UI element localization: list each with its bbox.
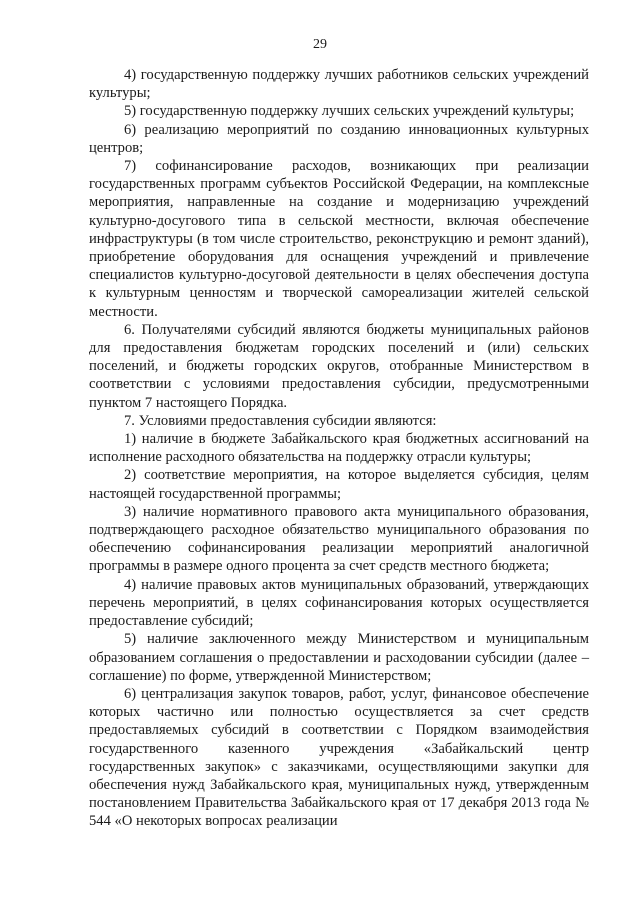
paragraph-condition-6: 6) централизация закупок товаров, работ, услуг, финансовое обеспечение которых частично или полностью осуществляется за счет средств предоставляемых субсидий в соответствии с Порядком взаимодействия государственного казенного учреждения «Забайкальский центр государственных закупок» с заказчиками, осуществляющими закупки для обеспечения нужд Забайкальского края, муниципальных нужд, утвержденным постановлением Правительства Забайкальского края от 17 декабря 2013 года № 544 «О некоторых вопросах реализации [89, 685, 589, 830]
paragraph-condition-5: 5) наличие заключенного между Министерством и муниципальным образованием соглашения о предоставлении и расходовании субсидии (далее – соглашение) по форме, утвержденной Министерством; [89, 631, 589, 684]
paragraph-item-7: 7) софинансирование расходов, возникающих при реализации государственных программ субъектов Российской Федерации, на комплексные мероприятия, направленные на создание и модернизацию учреждений культурно-досугового типа в сельской местности, включая обеспечение инфраструктуры (в том числе строительство, реконструкцию и ремонт зданий), приобретение оборудования для оснащения учреждений и привлечение специалистов культурно-досуговой деятельности в целях обеспечения доступа к культурным ценностям и творческой самореализации жителей сельской местности. [89, 158, 589, 320]
paragraph-item-5: 5) государственную поддержку лучших сельских учреждений культуры; [124, 103, 575, 120]
paragraph-section-6: 6. Получателями субсидий являются бюджеты муниципальных районов для предоставления бюджетам городских поселений и (или) сельских поселений, и бюджеты городских округов, отобранные Министерством в соответствии с условиями предоставления субсидии, предусмотренными пунктом 7 настоящего Порядка. [89, 321, 589, 411]
paragraph-item-6: 6) реализацию мероприятий по созданию инновационных культурных центров; [89, 121, 589, 156]
paragraph-item-4: 4) государственную поддержку лучших работников сельских учреждений культуры; [89, 67, 589, 102]
page-number: 29 [313, 37, 327, 52]
paragraph-section-7: 7. Условиями предоставления субсидии являются: [124, 412, 437, 429]
paragraph-condition-4: 4) наличие правовых актов муниципальных образований, утверждающих перечень мероприятий, в целях софинансирования которых осуществляется предоставление субсидий; [89, 576, 589, 630]
paragraph-condition-3: 3) наличие нормативного правового акта муниципального образования, подтверждающего расходное обязательство муниципального образования по обеспечению софинансирования реализации мероприятий аналогичной программы в размере одного процента за счет средств местного бюджета; [89, 503, 589, 575]
paragraph-condition-1: 1) наличие в бюджете Забайкальского края бюджетных ассигнований на исполнение расходного обязательства на поддержку отрасли культуры; [89, 431, 589, 466]
paragraph-condition-2: 2) соответствие мероприятия, на которое выделяется субсидия, целям настоящей государственной программы; [89, 467, 589, 502]
document-body [89, 66, 589, 831]
